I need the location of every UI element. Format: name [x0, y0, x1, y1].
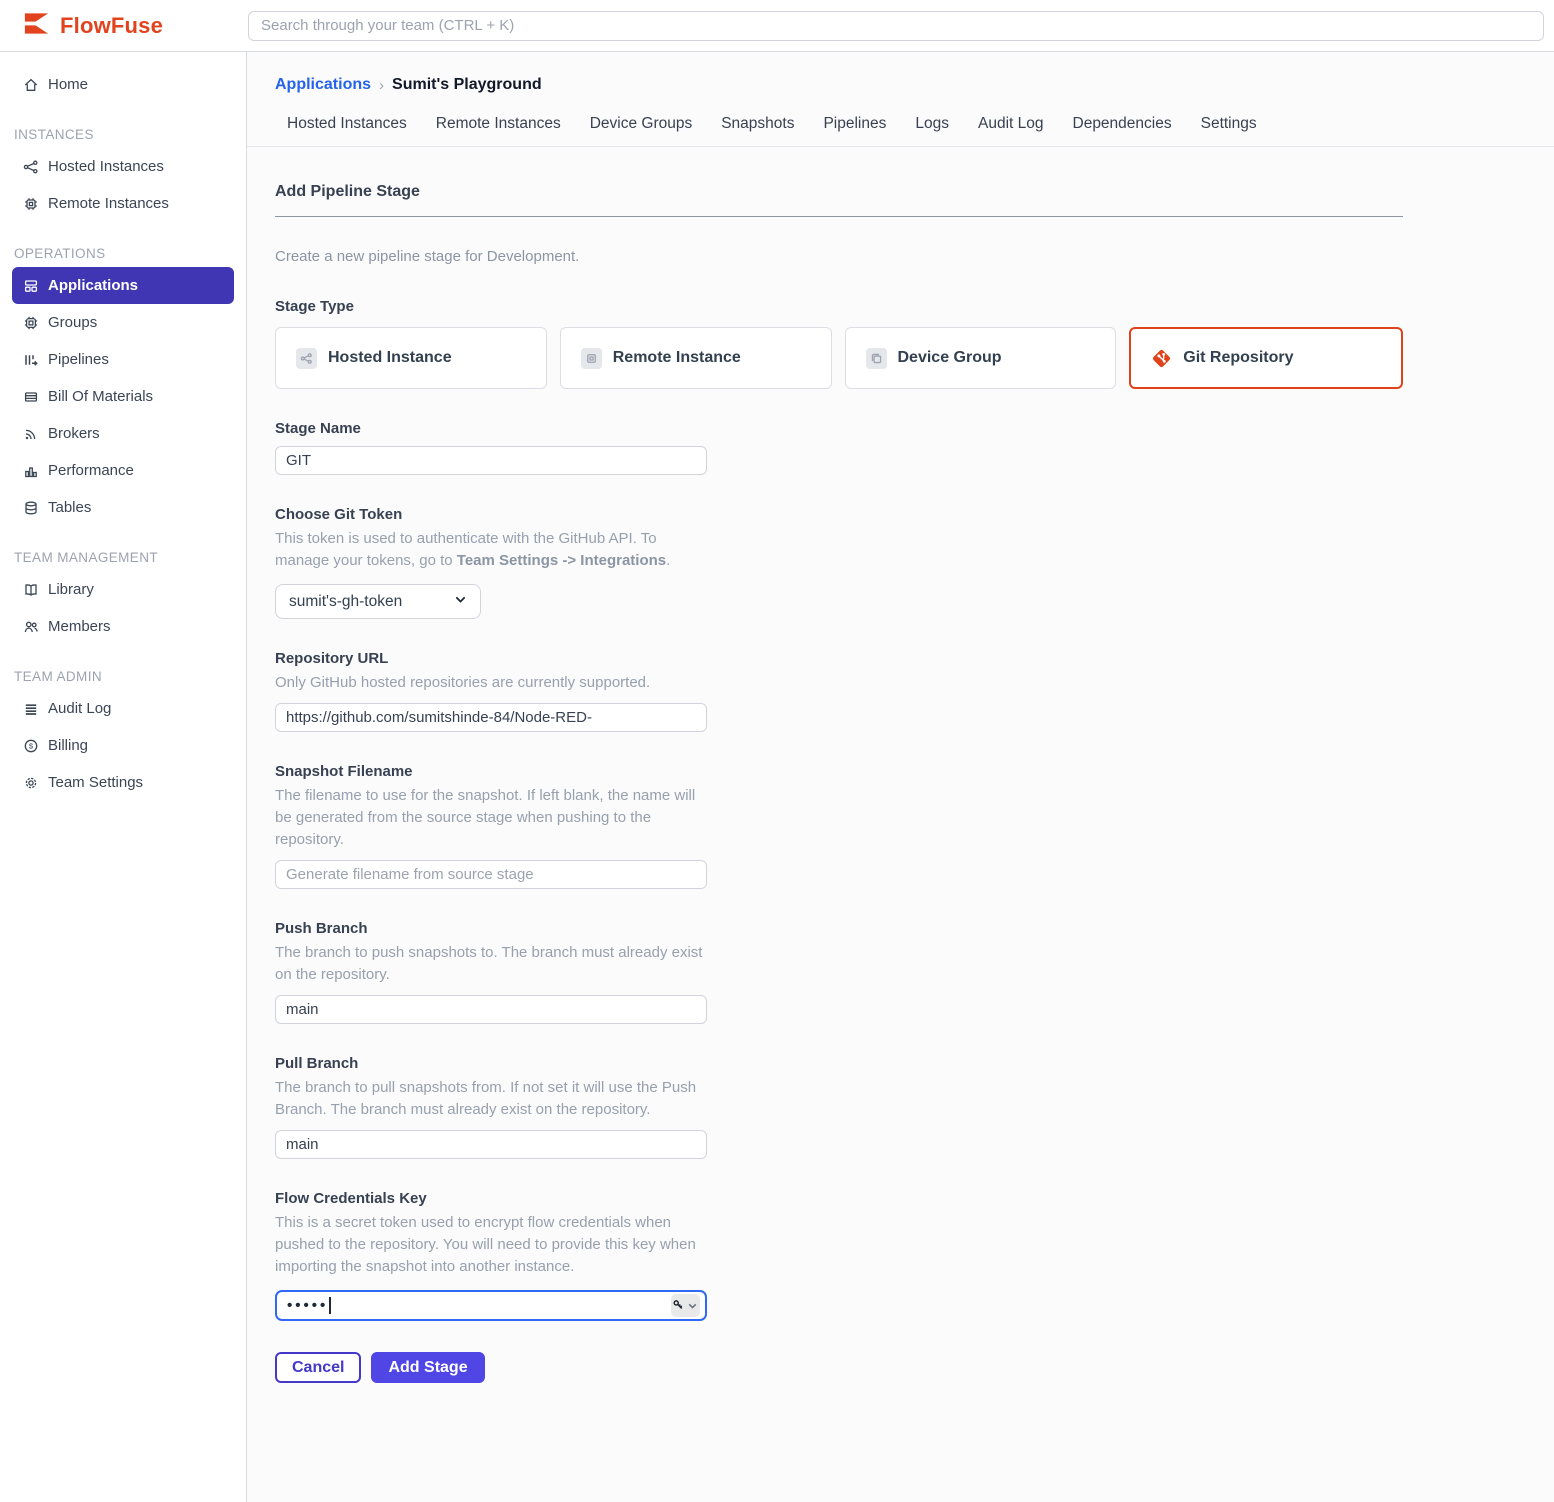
password-masked-value: ••••• — [287, 1297, 329, 1314]
push-branch-description: The branch to push snapshots to. The branch must already exist on the repository. — [275, 944, 703, 983]
groups-icon — [22, 314, 40, 332]
stage-type-options — [275, 327, 1403, 389]
stage-name-label: Stage Name — [275, 420, 361, 437]
home-icon — [22, 76, 40, 94]
breadcrumb-applications-link[interactable]: Applications — [275, 76, 372, 93]
main-content — [247, 52, 1554, 1502]
pull-branch-label: Pull Branch — [275, 1055, 359, 1072]
snapshot-filename-input[interactable] — [275, 860, 707, 889]
pipelines-icon — [22, 351, 40, 369]
push-branch-input[interactable] — [275, 995, 707, 1024]
sidebar-section-heading-team-management: TEAM MANAGEMENT — [14, 550, 159, 565]
sidebar-item-label: Team Settings — [48, 774, 144, 791]
chevron-down-icon — [454, 593, 467, 611]
sidebar-item-label: Audit Log — [48, 700, 112, 717]
sidebar-item-tables[interactable] — [12, 489, 234, 526]
breadcrumb — [275, 76, 1554, 94]
gear-icon — [22, 774, 40, 792]
sidebar-item-team-settings[interactable] — [12, 764, 234, 801]
sidebar-item-billing[interactable] — [12, 727, 234, 764]
sidebar-item-pipelines[interactable] — [12, 341, 234, 378]
git-token-select[interactable] — [275, 584, 481, 619]
sidebar-item-label: Hosted Instances — [48, 158, 164, 175]
tab-pipelines[interactable]: Pipelines — [823, 115, 887, 132]
git-icon — [1151, 348, 1172, 369]
logo-text: FlowFuse — [60, 12, 164, 38]
sidebar-item-members[interactable] — [12, 608, 234, 645]
stage-type-option-hosted-instance[interactable] — [275, 327, 547, 389]
stage-type-option-label: Git Repository — [1183, 349, 1294, 366]
tab-logs[interactable]: Logs — [915, 115, 949, 132]
sidebar-item-brokers[interactable] — [12, 415, 234, 452]
sidebar-item-label: Members — [48, 618, 111, 635]
git-token-description — [275, 528, 713, 572]
sidebar-item-label: Home — [48, 76, 89, 93]
repository-url-label: Repository URL — [275, 650, 389, 667]
form-subtitle: Create a new pipeline stage for Development. — [275, 248, 580, 265]
tab-settings[interactable]: Settings — [1200, 115, 1257, 132]
repository-url-input[interactable] — [275, 703, 707, 732]
members-icon — [22, 618, 40, 636]
sidebar-item-label: Billing — [48, 737, 89, 754]
tab-hosted-instances[interactable]: Hosted Instances — [287, 115, 407, 132]
sidebar-item-label: Performance — [48, 462, 134, 479]
git-token-description-start: This token is used to authenticate with the GitHub API. To manage your tokens, go to — [275, 530, 657, 569]
git-token-selected-value: sumit's-gh-token — [289, 592, 403, 610]
flowfuse-logo[interactable] — [0, 9, 247, 42]
sidebar-item-applications[interactable] — [12, 267, 234, 304]
brokers-icon — [22, 425, 40, 443]
snapshot-filename-label: Snapshot Filename — [275, 763, 413, 780]
sidebar-section-heading-team-admin: TEAM ADMIN — [14, 669, 103, 684]
hosted-instance-card-icon — [296, 348, 317, 369]
sidebar-item-label: Tables — [48, 499, 92, 516]
git-token-description-end: . — [666, 552, 671, 569]
sidebar-item-remote-instances[interactable] — [12, 185, 234, 222]
git-token-label: Choose Git Token — [275, 506, 403, 523]
sidebar-item-label: Library — [48, 581, 94, 598]
sidebar-section-heading-instances: INSTANCES — [14, 127, 94, 142]
applications-icon — [22, 277, 40, 295]
repository-url-description: Only GitHub hosted repositories are currently supported. — [275, 674, 651, 691]
text-cursor — [329, 1297, 331, 1314]
top-header — [0, 0, 1554, 52]
sidebar-section-heading-operations: OPERATIONS — [14, 246, 106, 261]
sidebar-item-label: Bill Of Materials — [48, 388, 154, 405]
password-key-icon[interactable] — [671, 1294, 700, 1317]
page-title: Add Pipeline Stage — [275, 183, 420, 200]
add-stage-button[interactable]: Add Stage — [371, 1352, 484, 1383]
flow-credentials-key-label: Flow Credentials Key — [275, 1190, 427, 1207]
title-divider — [275, 216, 1403, 217]
sidebar-item-bill-of-materials[interactable] — [12, 378, 234, 415]
stage-type-option-device-group[interactable] — [845, 327, 1117, 389]
stage-type-label: Stage Type — [275, 298, 354, 315]
sidebar-item-label: Applications — [48, 277, 139, 294]
library-icon — [22, 581, 40, 599]
device-group-card-icon — [866, 348, 887, 369]
flowfuse-logo-icon — [22, 9, 51, 42]
billing-icon — [22, 737, 40, 755]
stage-type-option-label: Hosted Instance — [328, 349, 452, 366]
git-token-description-bold: Team Settings -> Integrations — [456, 552, 667, 569]
tab-snapshots[interactable]: Snapshots — [721, 115, 795, 132]
stage-type-option-git-repository[interactable] — [1129, 327, 1403, 389]
sidebar-item-hosted-instances[interactable] — [12, 148, 234, 185]
tab-device-groups[interactable]: Device Groups — [589, 115, 693, 132]
bill-of-materials-icon — [22, 388, 40, 406]
sidebar-item-library[interactable] — [12, 571, 234, 608]
pull-branch-description: The branch to pull snapshots from. If not set it will use the Push Branch. The branch must already exist on the repository. — [275, 1079, 697, 1118]
tab-remote-instances[interactable]: Remote Instances — [435, 115, 561, 132]
flow-credentials-key-input[interactable] — [275, 1290, 707, 1321]
tab-dependencies[interactable]: Dependencies — [1072, 115, 1172, 132]
flow-credentials-key-description: This is a secret token used to encrypt flow credentials when pushed to the repository. You will need to provide this key when importing the snapshot into another instance. — [275, 1214, 696, 1275]
sidebar-item-groups[interactable] — [12, 304, 234, 341]
breadcrumb-separator: › — [379, 76, 385, 94]
sidebar-item-label: Remote Instances — [48, 195, 169, 212]
hosted-instances-icon — [22, 158, 40, 176]
tab-audit-log[interactable]: Audit Log — [978, 115, 1044, 132]
team-search-input[interactable] — [248, 11, 1544, 41]
svg-text:$: $ — [28, 741, 34, 751]
audit-log-icon — [22, 700, 40, 718]
sidebar-item-label: Groups — [48, 314, 98, 331]
push-branch-label: Push Branch — [275, 920, 368, 937]
tables-icon — [22, 499, 40, 517]
stage-name-input[interactable] — [275, 446, 707, 475]
stage-type-option-label: Device Group — [897, 349, 1002, 366]
sidebar — [0, 52, 247, 1502]
sidebar-item-audit-log[interactable] — [12, 690, 234, 727]
remote-instance-card-icon — [581, 348, 602, 369]
sidebar-item-label: Brokers — [48, 425, 100, 442]
sidebar-item-home[interactable] — [12, 66, 234, 103]
add-pipeline-stage-form — [247, 147, 1411, 1423]
cancel-button[interactable]: Cancel — [275, 1352, 361, 1383]
breadcrumb-current: Sumit's Playground — [392, 76, 542, 93]
stage-type-option-label: Remote Instance — [612, 349, 741, 366]
pull-branch-input[interactable] — [275, 1130, 707, 1159]
snapshot-filename-description: The filename to use for the snapshot. If left blank, the name will be generated from the source stage when pushing to the repository. — [275, 787, 696, 848]
remote-instances-icon — [22, 195, 40, 213]
application-tabbar — [247, 94, 1554, 147]
sidebar-item-label: Pipelines — [48, 351, 109, 368]
sidebar-item-performance[interactable] — [12, 452, 234, 489]
stage-type-option-remote-instance[interactable] — [560, 327, 832, 389]
performance-icon — [22, 462, 40, 480]
